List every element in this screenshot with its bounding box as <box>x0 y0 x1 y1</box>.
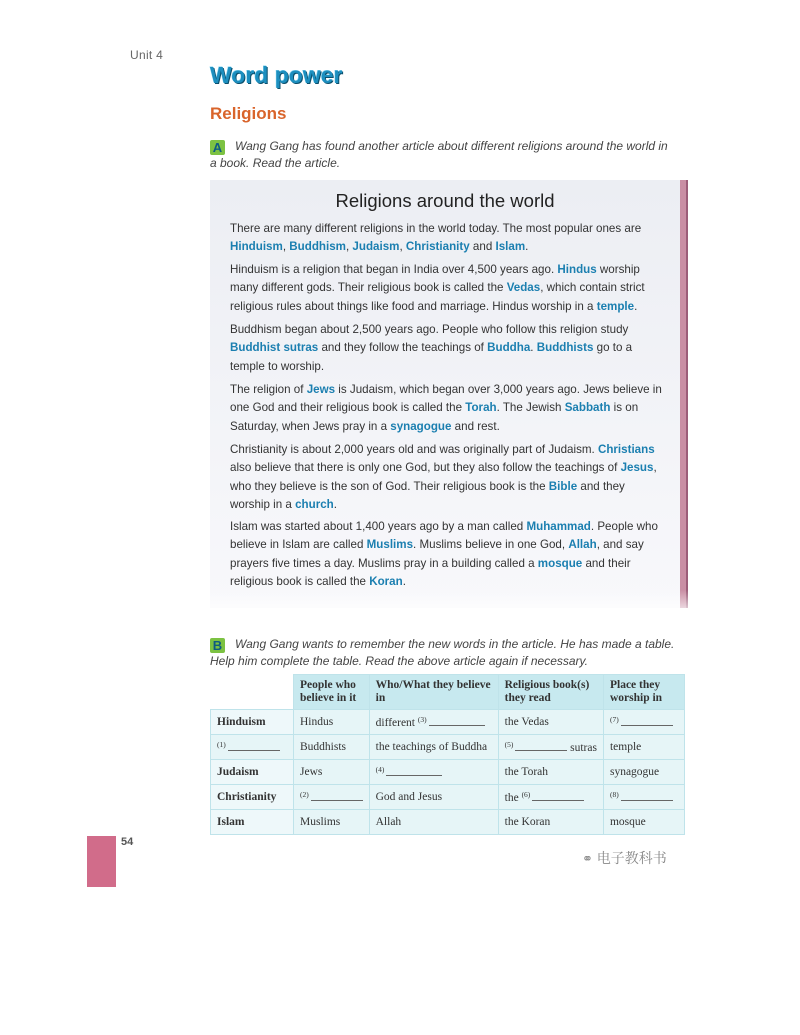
blank-number: (5) <box>504 740 516 749</box>
keyword: Vedas <box>506 281 541 295</box>
cell-text: the <box>504 792 522 804</box>
table-cell <box>294 735 370 760</box>
table-row-header <box>211 735 294 760</box>
cell-text: the Koran <box>504 816 551 828</box>
cell-text: Buddhists <box>300 741 347 753</box>
keyword: Hinduism <box>230 240 283 254</box>
paragraph-text: . <box>525 240 529 254</box>
table-cell <box>369 760 498 785</box>
paragraph-text: . <box>333 498 337 512</box>
cell-text: different <box>375 717 418 729</box>
part-a-text: Wang Gang has found another article about different religions around the world in a book. Read the article. <box>210 139 668 170</box>
answer-blank[interactable] <box>621 790 673 801</box>
wechat-icon: ⚭ <box>582 851 593 866</box>
cell-text: Islam <box>217 816 245 828</box>
part-a-badge: A <box>210 140 225 155</box>
paragraph-text: , which contain strict religious rules about things like food and marriage. Hindus worship in a <box>230 281 645 313</box>
article-paragraph <box>230 220 668 257</box>
keyword: synagogue <box>390 419 452 433</box>
section-title: Word power <box>210 62 343 88</box>
table-cell <box>603 710 684 735</box>
answer-blank[interactable] <box>515 740 567 751</box>
paragraph-text: go to a temple to worship. <box>230 341 633 373</box>
answer-blank[interactable] <box>228 740 280 751</box>
cell-text: the Vedas <box>504 716 549 728</box>
table-row-header <box>211 810 294 835</box>
watermark-logo <box>582 848 667 868</box>
religions-table <box>210 674 685 835</box>
page-tab <box>87 836 116 887</box>
cell-text: Hindus <box>300 716 334 728</box>
cell-text: synagogue <box>609 766 660 778</box>
paragraph-text: There are many different religions in the world today. The most popular ones are <box>230 222 642 235</box>
table-cell <box>498 760 603 785</box>
article-title: Religions around the world <box>335 190 555 211</box>
blank-number: (8) <box>609 790 621 799</box>
table-header: Religious book(s) they read <box>498 675 603 710</box>
keyword: Muhammad <box>526 520 591 533</box>
paragraph-text: Buddhism began about 2,500 years ago. People who follow this religion study <box>230 323 629 336</box>
keyword: Buddha <box>487 341 531 355</box>
table-cell <box>498 810 603 835</box>
table-cell <box>294 785 370 810</box>
blank-number: (6) <box>521 790 533 799</box>
table-row <box>211 735 685 760</box>
keyword: Hindus <box>557 263 597 276</box>
table-cell <box>603 810 684 835</box>
table-cell <box>498 785 603 810</box>
table-row-header <box>211 760 294 785</box>
paragraph-text: is on Saturday, when Jews pray in a <box>230 401 639 433</box>
table-cell <box>294 810 370 835</box>
cell-text: Allah <box>375 816 402 828</box>
blank-number: (3) <box>417 715 429 724</box>
cell-text: Muslims <box>300 816 341 828</box>
keyword: Allah <box>568 538 597 552</box>
answer-blank[interactable] <box>532 790 584 801</box>
table-row <box>211 760 685 785</box>
keyword: Jews <box>306 383 336 396</box>
paragraph-text: also believe that there is only one God, but they also follow the teachings of <box>230 461 621 475</box>
paragraph-text: . <box>634 299 638 313</box>
blank-number: (4) <box>375 765 387 774</box>
table-cell <box>369 735 498 760</box>
paragraph-text: . <box>530 341 537 355</box>
article-paragraph <box>230 518 668 592</box>
cell-text: Christianity <box>217 791 277 803</box>
table-cell <box>369 710 498 735</box>
blank-number: (7) <box>609 715 621 724</box>
keyword: Koran <box>369 575 403 589</box>
table-header: Place they worship in <box>603 675 684 710</box>
paragraph-text: , who they believe is the son of God. Their religious book is the <box>230 461 657 493</box>
table-cell <box>498 710 603 735</box>
paragraph-text: and they worship in a <box>230 479 625 512</box>
unit-label: Unit 4 <box>130 48 164 62</box>
paragraph-text: is Judaism, which began over 3,000 years ago. Jews believe in one God and their religious book is called the <box>230 383 662 415</box>
section-subtitle: Religions <box>210 104 287 123</box>
cell-text: God and Jesus <box>375 791 443 803</box>
part-b-badge: B <box>210 638 225 653</box>
article-fade <box>200 590 690 618</box>
paragraph-text: and rest. <box>451 419 500 433</box>
paragraph-text: and their religious book is called the <box>230 556 631 589</box>
answer-blank[interactable] <box>621 715 673 726</box>
answer-blank[interactable] <box>311 790 363 801</box>
table-cell <box>369 785 498 810</box>
table-corner <box>211 675 294 710</box>
answer-blank[interactable] <box>386 765 442 776</box>
cell-text: the teachings of Buddha <box>375 741 488 753</box>
paragraph-text: . Muslims believe in one God, <box>413 538 569 552</box>
keyword: Buddhism <box>289 240 346 254</box>
cell-text: mosque <box>609 816 646 828</box>
table-cell <box>603 760 684 785</box>
keyword: Judaism <box>352 240 400 254</box>
keyword: Buddhist sutras <box>230 341 319 355</box>
paragraph-text: and <box>469 240 496 254</box>
watermark-text: 电子教科书 <box>596 850 667 866</box>
table-row-header <box>211 710 294 735</box>
paragraph-text: . <box>402 575 406 589</box>
table-row <box>211 785 685 810</box>
table-header-row <box>211 675 685 710</box>
part-a-instruction <box>210 138 675 171</box>
paragraph-text: Hinduism is a religion that began in India over 4,500 years ago. <box>230 263 558 276</box>
paragraph-text: and they follow the teachings of <box>318 341 488 355</box>
cell-text: the Torah <box>504 766 548 778</box>
keyword: mosque <box>537 556 583 570</box>
part-b-instruction <box>210 636 675 669</box>
paragraph-text: . The Jewish <box>496 401 565 415</box>
keyword: Buddhists <box>536 341 594 355</box>
keyword: Bible <box>548 479 578 493</box>
keyword: Jesus <box>620 461 654 475</box>
paragraph-text: , <box>345 240 353 254</box>
keyword: Islam <box>495 240 526 254</box>
blank-number: (2) <box>300 790 311 799</box>
paragraph-text: , <box>282 240 290 254</box>
cell-text: sutras <box>567 742 597 754</box>
paragraph-text: . People who believe in Islam are called <box>230 520 658 552</box>
blank-number: (1) <box>217 740 228 749</box>
part-b-text: Wang Gang wants to remember the new words in the article. He has made a table. Help him complete the table. Read the above article again if necessary. <box>210 637 675 668</box>
article-paragraph <box>230 441 668 515</box>
paragraph-text: , <box>399 240 406 254</box>
table-cell <box>603 735 684 760</box>
keyword: Christians <box>597 443 655 456</box>
article-paragraph <box>230 321 668 376</box>
table-header: People who believe in it <box>294 675 370 710</box>
table-cell <box>294 710 370 735</box>
table-cell <box>603 785 684 810</box>
paragraph-text: , and say prayers five times a day. Muslims pray in a building called a <box>230 538 644 570</box>
page-number: 54 <box>121 836 134 848</box>
cell-text: Hinduism <box>217 716 266 728</box>
table-row-header <box>211 785 294 810</box>
table-cell <box>369 810 498 835</box>
cell-text: Jews <box>300 766 323 778</box>
table-row <box>211 710 685 735</box>
keyword: Sabbath <box>564 401 611 415</box>
table-body <box>211 710 685 835</box>
answer-blank[interactable] <box>429 715 485 726</box>
keyword: Torah <box>465 401 497 415</box>
cell-text: Judaism <box>217 766 259 778</box>
article-paragraph <box>230 261 668 316</box>
paragraph-text: Islam was started about 1,400 years ago by a man called <box>230 520 527 533</box>
paragraph-text: worship many different gods. Their religious book is called the <box>230 263 640 295</box>
table-row <box>211 810 685 835</box>
table-cell <box>498 735 603 760</box>
paragraph-text: The religion of <box>230 383 307 396</box>
keyword: temple <box>596 299 635 313</box>
keyword: church <box>295 498 334 512</box>
table-header: Who/What they believe in <box>369 675 498 710</box>
keyword: Muslims <box>366 538 414 552</box>
keyword: Christianity <box>405 240 470 254</box>
paragraph-text: Christianity is about 2,000 years old and was originally part of Judaism. <box>230 443 598 456</box>
cell-text: temple <box>609 741 642 753</box>
article-paragraph <box>230 381 668 436</box>
table-cell <box>294 760 370 785</box>
